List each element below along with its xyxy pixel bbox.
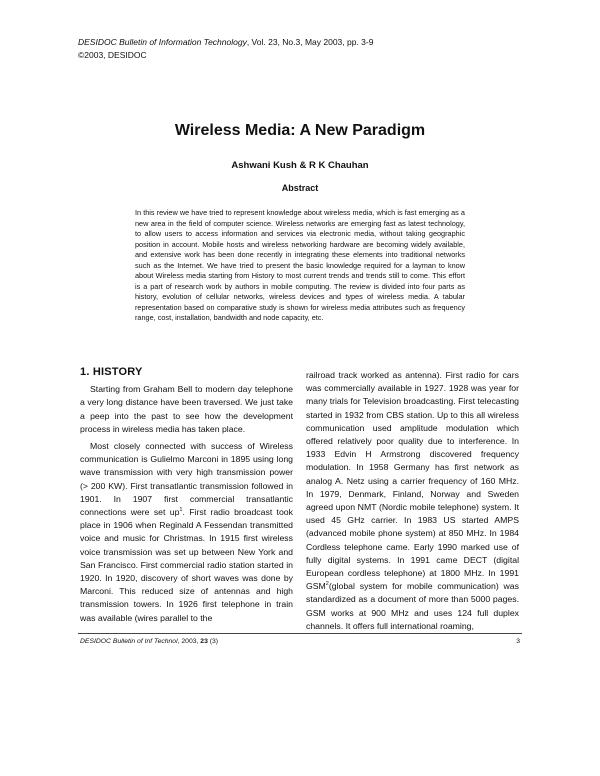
page-number: 3 (516, 638, 520, 645)
citation-details: , Vol. 23, No.3, May 2003, pp. 3-9 (246, 37, 374, 47)
page-footer (80, 638, 520, 645)
left-column (80, 366, 293, 625)
paper-title: Wireless Media: A New Paradigm (174, 122, 426, 139)
abstract-text: In this review we have tried to represent knowledge about wireless media, which is fast emerging as a new area in the field of computer science. Wireless networks are emerging fast as latest technology, to allow users to access information and services via electronic media, without taking geographic position in account. Mobile hosts and wireless networking hardware are becoming widely available, and extensive work has been done recently in integrating these elements into traditional networks such as the Internet. We have tried to present the basic knowledge required for a layman to know about Wireless media starting from History to most current trends and trends still to come. This effort is a part of research work by authors in mobile computing. The review is divided into four parts as history, evolution of cellular networks, wireless devices and types of wireless media. A tabular representation based on comparative study is shown for wireless media attributes such as frequency range, cost, installation, bandwidth and node capacity, etc. (135, 208, 465, 322)
paragraph-text: railroad track worked as antenna). First radio for cars was commercially available in 1927. 1928 was year for many trials for Television broadcasting. First telecasting started in 1932 from CBS station. Up to this all wireless communication used amplitude modulation which offered relatively poor quality due to interference. In 1933 Edvin H Armstrong discovered frequency modulation. In 1958 Germany has first network as analog A. Netz using a carrier frequency of 160 MHz. In 1979, Denmark, Finland, Norway and Sweden agreed upon NMT (Nordic mobile telephone) system. It used 45 GHz carrier. In 1983 US started AMPS (advanced mobile phone system) at 850 MHz. In 1984 Cordless telephone came. Early 1990 marked use of fully digital systems. In 1991 came DECT (digital European cordless telephone) at 1800 MHz. In 1991 GSM (306, 370, 519, 592)
journal-name: DESIDOC Bulletin of Information Technology (78, 37, 247, 47)
copyright-line: ©2003, DESIDOC (78, 50, 147, 60)
right-column (306, 369, 519, 633)
paragraph (80, 440, 293, 625)
footer-rule (78, 633, 522, 634)
paper-authors: Ashwani Kush & R K Chauhan (231, 160, 369, 171)
footer-issue: (3) (207, 638, 219, 645)
section-heading: 1. HISTORY (80, 366, 143, 378)
reference-marker: 2 (325, 581, 329, 588)
paragraph (306, 369, 519, 633)
reference-marker: 1 (179, 507, 183, 514)
footer-year: , 2003, (177, 638, 201, 645)
paragraph-text: (global system for mobile communication) was standardized as a document of more than 5000 pages. GSM works at 900 MHz and uses 124 full duplex channels. It offers full international roaming, (306, 581, 519, 631)
abstract-heading: Abstract (281, 183, 319, 193)
paragraph-text: . First radio broadcast took place in 1906 when Reginald A Fessendan transmitted voice and music for Christmas. In 1915 first wireless voice transmission was set up between New York and San Francisco. First commercial radio station started in 1920. In 1920, discovery of short waves was done by Marconi. This reduced size of antennas and high transmission towers. In 1926 first telephone in train was available (wires parallel to the (80, 507, 293, 623)
footer-volume: 23 (200, 638, 208, 645)
paragraph: Starting from Graham Bell to modern day telephone a very long distance have been traversed. We just take a peep into the past to see how the development process in wireless media has taken place. (80, 384, 293, 434)
paragraph-text: Most closely connected with success of Wireless communication is Gulielmo Marconi in 1895 using long wave transmission with very high transmission power (> 200 KW). First transatlantic transmission followed in 1901. In 1907 first commercial transatlantic connections were set up (80, 441, 293, 518)
footer-journal: DESIDOC Bulletin of Inf Technol (80, 638, 178, 645)
citation-line (78, 36, 373, 49)
journal-header (78, 36, 373, 62)
